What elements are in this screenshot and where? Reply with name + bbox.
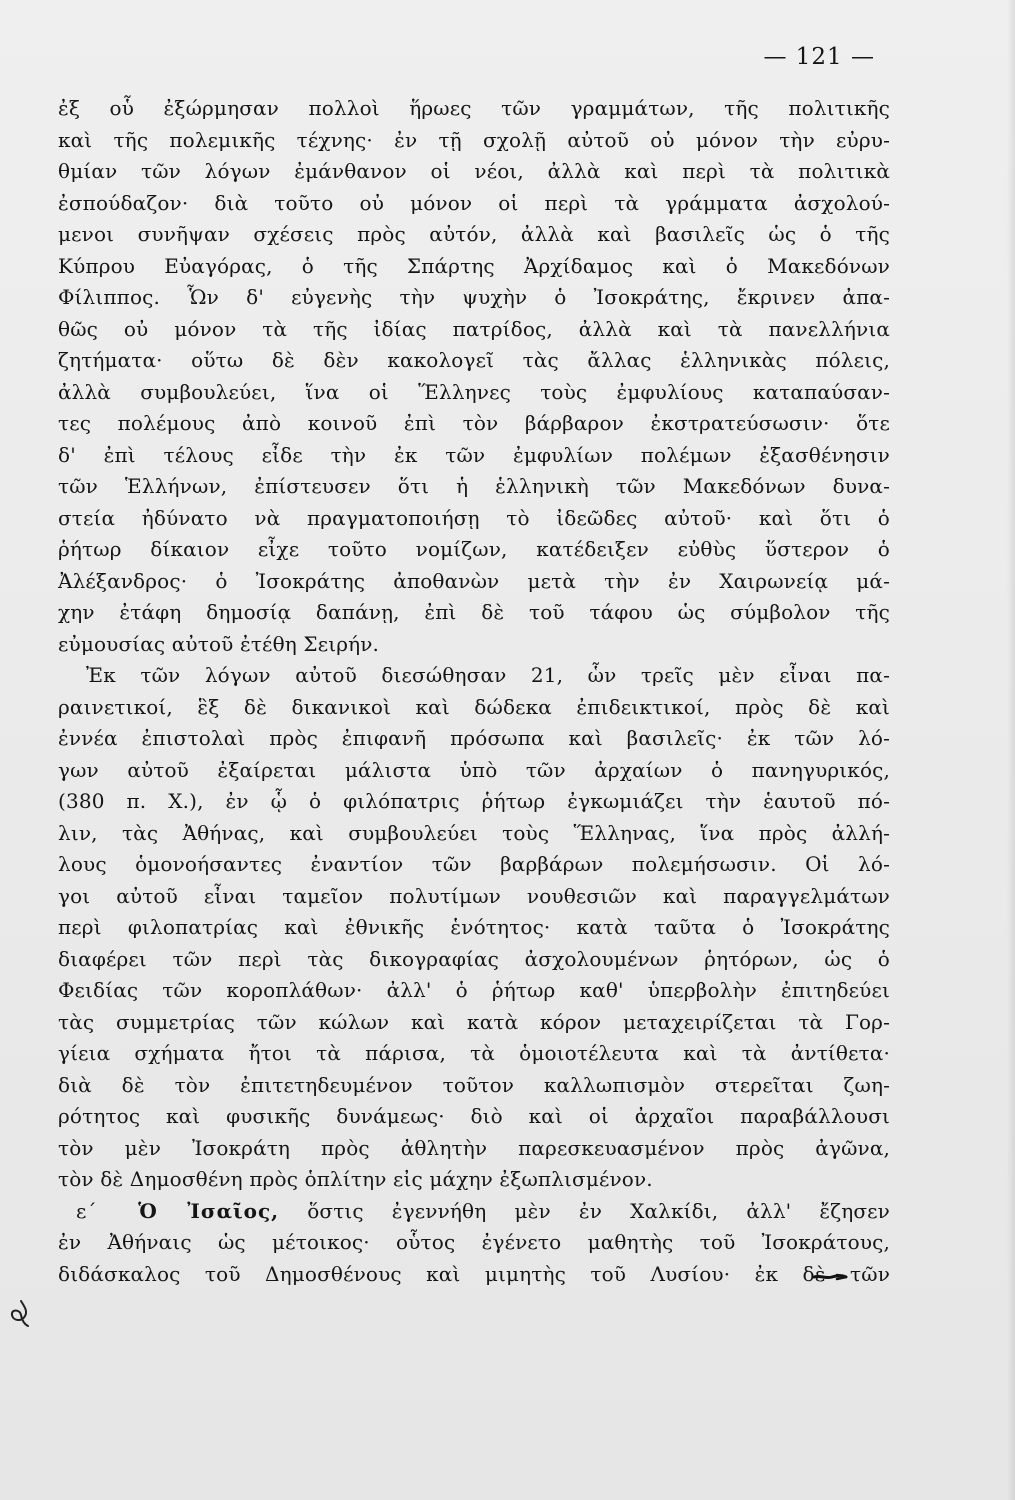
section-number: ε´ <box>76 1198 97 1223</box>
text-line-34: τὸν μὲν Ἰσοκράτη πρὸς ἀθλητὴν παρεσκευασμένον πρὸς ἀγῶνα, <box>58 1135 890 1160</box>
text-line-37: ἐν Ἀθήναις ὡς μέτοικος· οὗτος ἐγένετο μαθητὴς τοῦ Ἰσοκράτους, <box>58 1230 890 1254</box>
text-line-15: ῥήτωρ δίκαιον εἶχε τοῦτο νομίζων, κατέδειξεν εὐθὺς ὕστερον ὁ <box>58 537 890 561</box>
text-line-5: μενοι συνῆψαν σχέσεις πρὸς αὐτόν, ἀλλὰ καὶ βασιλεῖς ὡς ὁ τῆς <box>58 222 890 246</box>
text-line-6: Κύπρου Εὐαγόρας, ὁ τῆς Σπάρτης Ἀρχίδαμος καὶ ὁ Μακεδόνων <box>58 253 890 278</box>
text-line-20: ραινετικοί, ἓξ δὲ δικανικοὶ καὶ δώδεκα ἐπιδεικτικοί, πρὸς δὲ καὶ <box>58 694 890 719</box>
handwritten-dash-mark <box>812 1273 848 1281</box>
text-line-19: Ἐκ τῶν λόγων αὐτοῦ διεσώθησαν 21, ὧν τρεῖς μὲν εἶναι πα- <box>86 663 890 687</box>
section-title: Ὁ Ἰσαῖος, <box>138 1198 280 1223</box>
text-line-29: Φειδίας τῶν κοροπλάθων· ἀλλ' ὁ ῥήτωρ καθ' ὑπερβολὴν ἐπιτηδεύει <box>58 978 890 1002</box>
text-line-27: περὶ φιλοπατρίας καὶ ἐθνικῆς ἑνότητος· κατὰ ταῦτα ὁ Ἰσοκράτης <box>58 915 890 939</box>
text-line-32: διὰ δὲ τὸν ἐπιτετηδευμένον τοῦτον καλλωπισμὸν στερεῖται ζωη- <box>58 1072 890 1097</box>
text-line-22: γων αὐτοῦ ἐξαίρεται μάλιστα ὑπὸ τῶν ἀρχαίων ὁ πανηγυρικός, <box>58 757 890 782</box>
body-text <box>58 93 890 1290</box>
text-line-14: στεία ἠδύνατο νὰ πραγματοποιήσῃ τὸ ἰδεῶδες αὐτοῦ· καὶ ὅτι ὁ <box>58 505 890 530</box>
text-line-16: Ἀλέξανδρος· ὁ Ἰσοκράτης ἀποθανὼν μετὰ τὴν ἐν Χαιρωνείᾳ μά- <box>58 568 890 593</box>
text-line-28: διαφέρει τῶν περὶ τὰς δικογραφίας ἀσχολουμένων ῥητόρων, ὡς ὁ <box>58 946 890 971</box>
text-line-7: Φίλιππος. Ὧν δ' εὐγενὴς τὴν ψυχὴν ὁ Ἰσοκράτης, ἔκρινεν ἀπα- <box>58 285 890 309</box>
text-line-1: ἐξ οὗ ἐξώρμησαν πολλοὶ ἥρωες τῶν γραμμάτων, τῆς πολιτικῆς <box>58 96 890 120</box>
text-line-21: ἐννέα ἐπιστολαὶ πρὸς ἐπιφανῆ πρόσωπα καὶ βασιλεῖς· ἐκ τῶν λό- <box>58 726 890 750</box>
text-line-2: καὶ τῆς πολεμικῆς τέχνης· ἐν τῇ σχολῇ αὐτοῦ οὐ μόνον τὴν εὐρυ- <box>58 127 890 152</box>
page-edge-shadow <box>1007 0 1015 1500</box>
text-line-30: τὰς συμμετρίας τῶν κώλων καὶ κατὰ κόρον μεταχειρίζεται τὰ Γορ- <box>58 1009 890 1034</box>
text-line-10: ἀλλὰ συμβουλεύει, ἵνα οἱ Ἕλληνες τοὺς ἐμφυλίους καταπαύσαν- <box>58 379 890 404</box>
text-line-36: ὅστις ἐγεννήθη μὲν ἐν Χαλκίδι, ἀλλ' ἔζησεν <box>307 1198 890 1223</box>
text-line-38: διδάσκαλος τοῦ Δημοσθένους καὶ μιμητὴς τοῦ Λυσίου· ἐκ δὲ τῶν <box>58 1261 890 1286</box>
text-line-18: εὐμουσίας αὐτοῦ ἐτέθη Σειρήν. <box>58 631 380 656</box>
text-line-12: δ' ἐπὶ τέλους εἶδε τὴν ἐκ τῶν ἐμφυλίων πολέμων ἐξασθένησιν <box>58 442 890 467</box>
section-heading-line <box>58 1196 890 1228</box>
text-line-24: λιν, τὰς Ἀθήνας, καὶ συμβουλεύει τοὺς Ἕλληνας, ἵνα πρὸς ἀλλή- <box>58 820 890 845</box>
text-line-23: (380 π. Χ.), ἐν ᾧ ὁ φιλόπατρις ῥήτωρ ἐγκωμιάζει τὴν ἑαυτοῦ πό- <box>58 789 890 813</box>
page-number: — 121 — <box>763 44 875 70</box>
text-line-35: τὸν δὲ Δημοσθένη πρὸς ὁπλίτην εἰς μάχην ἐξωπλισμένον. <box>58 1167 653 1191</box>
text-line-11: τες πολέμους ἀπὸ κοινοῦ ἐπὶ τὸν βάρβαρον ἐκστρατεύσωσιν· ὅτε <box>58 411 890 435</box>
text-line-3: θμίαν τῶν λόγων ἐμάνθανον οἱ νέοι, ἀλλὰ καὶ περὶ τὰ πολιτικὰ <box>58 159 890 183</box>
text-line-9: ζητήματα· οὕτω δὲ δὲν κακολογεῖ τὰς ἄλλας ἑλληνικὰς πόλεις, <box>58 348 890 372</box>
handwritten-margin-mark <box>6 1298 32 1328</box>
text-line-31: γίεια σχήματα ἤτοι τὰ πάρισα, τὰ ὁμοιοτέλευτα καὶ τὰ ἀντίθετα· <box>58 1041 890 1065</box>
text-line-25: λους ὁμονοήσαντες ἐναντίον τῶν βαρβάρων πολεμήσωσιν. Οἱ λό- <box>58 852 890 876</box>
text-line-13: τῶν Ἑλλήνων, ἐπίστευσεν ὅτι ἡ ἑλληνικὴ τῶν Μακεδόνων δυνα- <box>58 474 890 498</box>
text-line-4: ἐσπούδαζον· διὰ τοῦτο οὐ μόνον οἱ περὶ τὰ γράμματα ἀσχολού- <box>58 190 890 215</box>
text-line-26: γοι αὐτοῦ εἶναι ταμεῖον πολυτίμων νουθεσιῶν καὶ παραγγελμάτων <box>58 883 890 908</box>
text-line-33: ρότητος καὶ φυσικῆς δυνάμεως· διὸ καὶ οἱ ἀρχαῖοι παραβάλλουσι <box>58 1104 890 1128</box>
text-line-17: χην ἐτάφη δημοσίᾳ δαπάνῃ, ἐπὶ δὲ τοῦ τάφου ὡς σύμβολον τῆς <box>58 600 890 624</box>
text-line-8: θῶς οὐ μόνον τὰ τῆς ἰδίας πατρίδος, ἀλλὰ καὶ τὰ πανελλήνια <box>58 316 890 341</box>
